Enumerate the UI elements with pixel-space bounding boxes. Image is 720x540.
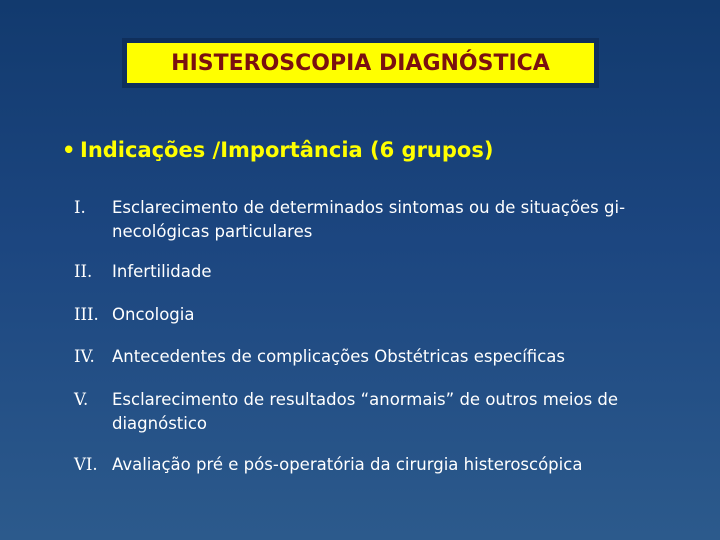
list-item-text: Oncologia: [112, 305, 195, 324]
list-item: [74, 303, 674, 327]
list-item-number: II.: [74, 262, 93, 281]
list-item: [74, 196, 674, 244]
list-item: [74, 453, 674, 477]
list-item-number: I.: [74, 198, 86, 217]
list-item-number: VI.: [74, 455, 98, 474]
section-heading: [62, 138, 493, 162]
slide-title: HISTEROSCOPIA DIAGNÓSTICA: [171, 50, 550, 76]
list-item: [74, 345, 674, 369]
bullet-icon: •: [62, 138, 76, 162]
list-item-number: III.: [74, 305, 99, 324]
list-item-text: Antecedentes de complicações Obstétricas específicas: [112, 347, 565, 366]
list-item: [74, 388, 674, 436]
list-item-text: Avaliação pré e pós-operatória da cirurgia histeroscópica: [112, 455, 583, 474]
section-heading-text: Indicações /Importância (6 grupos): [80, 138, 494, 162]
title-box: [122, 38, 599, 88]
list-item-text: Esclarecimento de determinados sintomas ou de situações gi-necológicas particulares: [112, 198, 626, 241]
title-highlight: [127, 43, 594, 83]
list-item-number: V.: [74, 390, 89, 409]
list-item-text: Infertilidade: [112, 262, 212, 281]
list-item-number: IV.: [74, 347, 95, 366]
list-item-text: Esclarecimento de resultados “anormais” de outros meios de diagnóstico: [112, 390, 619, 433]
list-item: [74, 260, 674, 284]
